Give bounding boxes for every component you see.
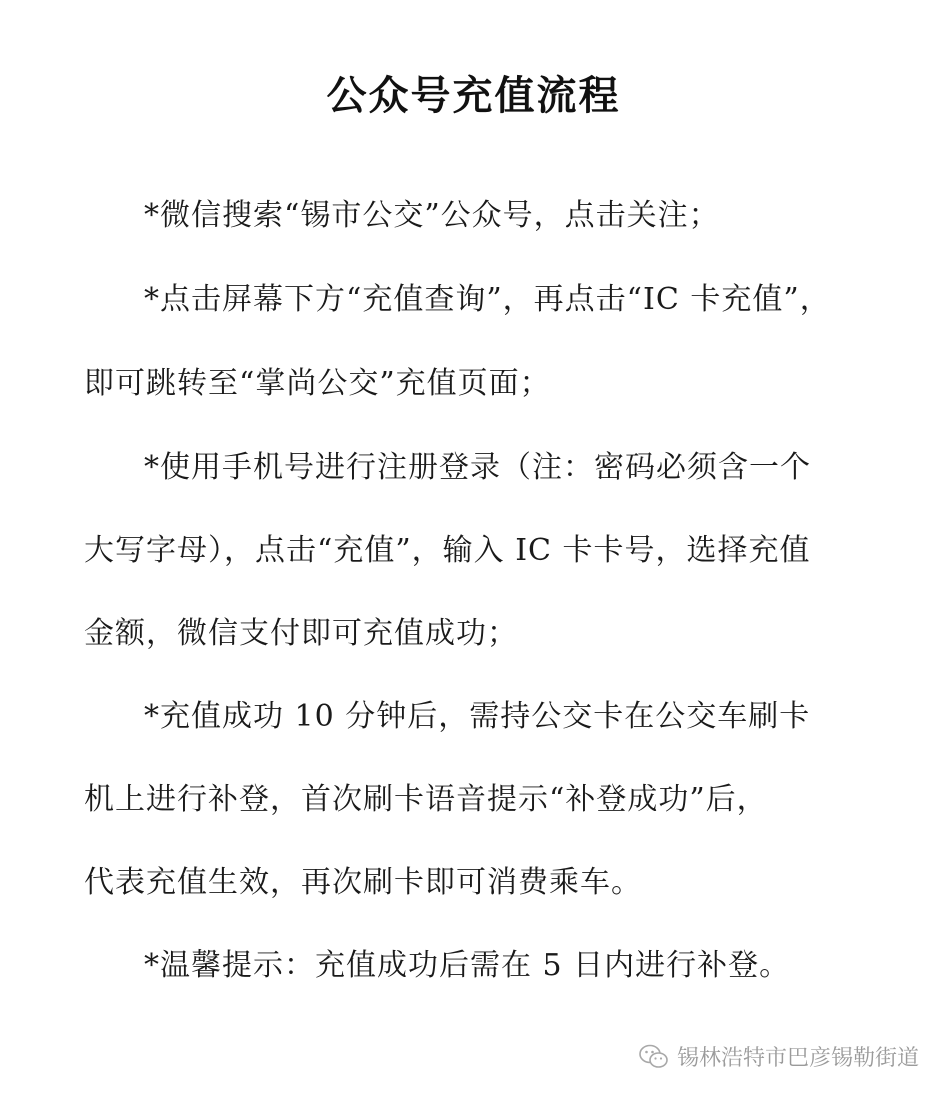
step-2-line-1: *点击屏幕下方“充值查询”，再点击“IC 卡充值”， [144,282,831,317]
watermark [639,1041,919,1072]
watermark-text: 锡林浩特市巴彦锡勒街道 [676,1046,919,1071]
step-1-line: *微信搜索“锡市公交”公众号，点击关注； [144,198,720,233]
step-4-line-3: 代表充值生效，再次刷卡即可消费乘车。 [84,865,642,900]
page-title: 公众号充值流程 [326,73,621,119]
tip-line: *温馨提示：充值成功后需在 5 日内进行补登。 [144,948,791,983]
step-4-line-1: *充值成功 10 分钟后，需持公交卡在公交车刷卡 [144,699,811,734]
step-4-line-2: 机上进行补登，首次刷卡语音提示“补登成功”后， [84,782,768,817]
step-3-line-3: 金额，微信支付即可充值成功； [84,616,518,651]
step-2-line-2: 即可跳转至“掌尚公交”充值页面； [84,366,551,401]
wechat-icon [639,1044,669,1070]
step-3-line-2: 大写字母），点击“充值”，输入 IC 卡卡号，选择充值 [84,533,811,568]
step-3-line-1: *使用手机号进行注册登录（注：密码必须含一个 [144,450,811,485]
